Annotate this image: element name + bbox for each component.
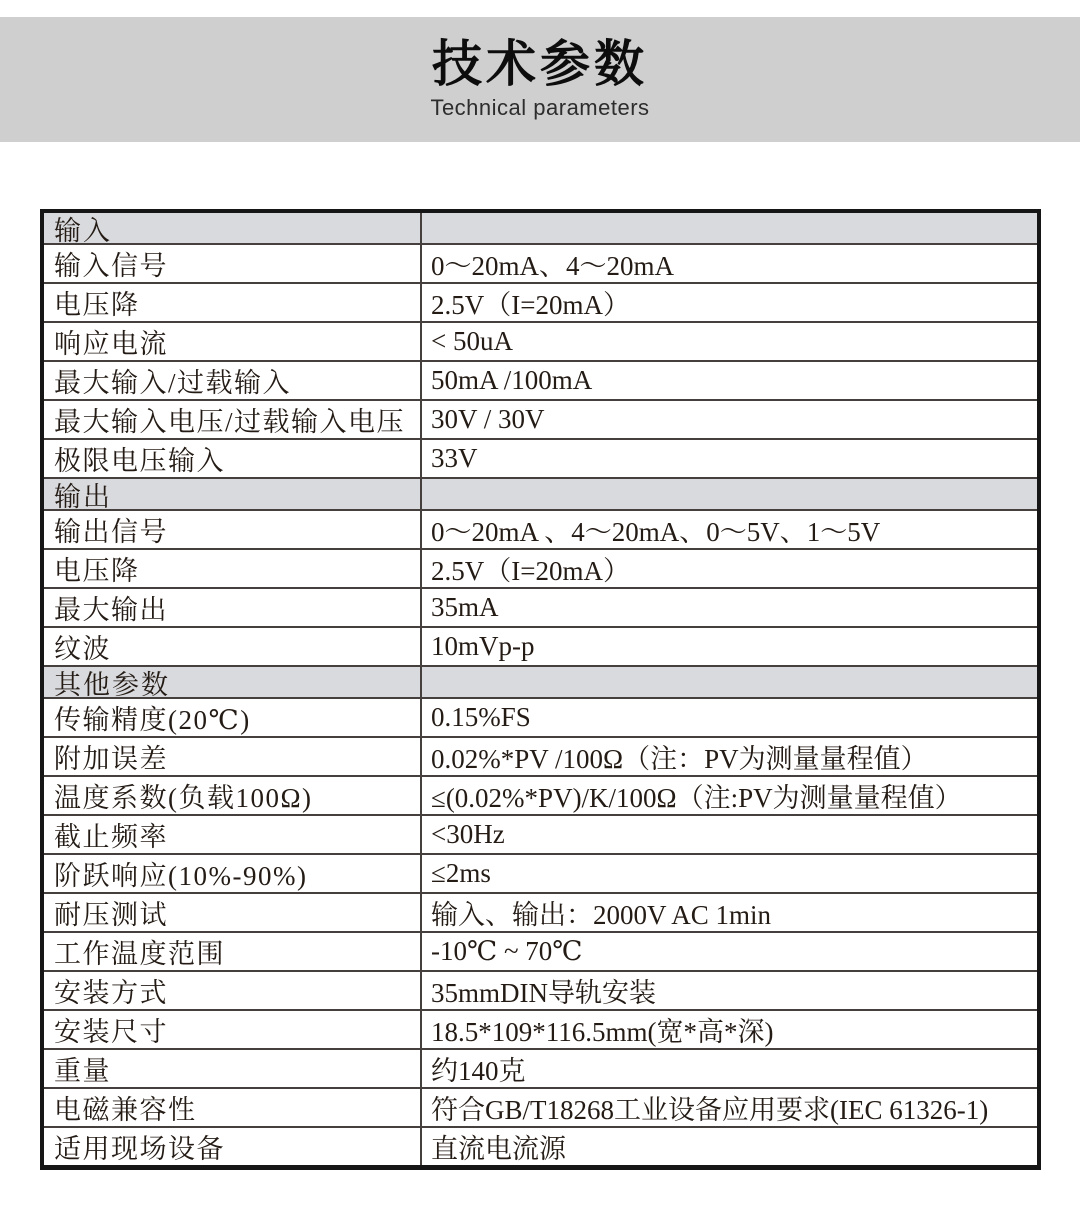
table-row (44, 284, 1037, 323)
param-name-cell (44, 894, 422, 931)
param-name: 输出 (54, 481, 112, 512)
param-name-cell (44, 777, 422, 814)
table-row (44, 667, 1037, 699)
param-name: 耐压测试 (54, 900, 168, 930)
param-name-cell (44, 1128, 422, 1165)
param-value-cell (422, 777, 1037, 814)
param-name: 最大输入电压/过载输入电压 (54, 407, 406, 437)
param-value-cell (422, 284, 1037, 321)
param-name: 截止频率 (54, 822, 168, 852)
param-value-cell (422, 589, 1037, 626)
param-name-cell (44, 589, 422, 626)
param-name-cell (44, 1050, 422, 1087)
page-subtitle: Technical parameters (430, 94, 650, 120)
param-name-cell (44, 440, 422, 477)
param-value: ≤(0.02%*PV)/K/100Ω（注:PV为测量量程值） (431, 783, 962, 813)
param-name: 传输精度(20℃) (54, 705, 251, 735)
param-name: 最大输入/过载输入 (54, 368, 292, 398)
param-name: 温度系数(负载100Ω) (54, 783, 313, 813)
table-row (44, 440, 1037, 479)
param-value-cell (422, 1089, 1037, 1126)
param-value-cell (422, 1011, 1037, 1048)
param-value-cell (422, 628, 1037, 665)
param-name-cell (44, 213, 422, 246)
param-name: 电磁兼容性 (54, 1095, 197, 1125)
param-name-cell (44, 362, 422, 399)
param-value-cell (422, 401, 1037, 438)
param-value: 符合GB/T18268工业设备应用要求(IEC 61326-1) (431, 1095, 989, 1125)
param-name: 适用现场设备 (54, 1134, 225, 1164)
param-value: 2.5V（I=20mA） (431, 556, 630, 586)
param-value-cell (422, 323, 1037, 360)
param-name: 纹波 (54, 634, 111, 664)
table-row (44, 589, 1037, 628)
param-value: 0.15%FS (431, 702, 531, 732)
param-value-cell (422, 667, 1037, 697)
spec-table (40, 209, 1041, 1170)
param-value-cell (422, 699, 1037, 736)
table-row (44, 855, 1037, 894)
param-name-cell (44, 816, 422, 853)
param-name: 重量 (54, 1056, 111, 1086)
param-name-cell (44, 1089, 422, 1126)
param-name: 响应电流 (54, 329, 168, 359)
table-row (44, 511, 1037, 550)
table-row (44, 1128, 1037, 1165)
param-value: 10mVp-p (431, 631, 535, 661)
param-value: <30Hz (431, 819, 505, 849)
param-name: 其他参数 (54, 669, 170, 700)
param-name: 安装方式 (54, 978, 168, 1008)
param-value: 18.5*109*116.5mm(宽*高*深) (431, 1017, 774, 1047)
param-value-cell (422, 1050, 1037, 1087)
param-name-cell (44, 284, 422, 321)
page-title: 技术参数 (432, 36, 648, 93)
param-value: 30V / 30V (431, 404, 545, 434)
param-name: 输入 (54, 215, 112, 246)
param-name-cell (44, 972, 422, 1009)
param-value: -10℃ ~ 70℃ (431, 936, 583, 966)
table-row (44, 245, 1037, 284)
param-name-cell (44, 738, 422, 775)
table-row (44, 1089, 1037, 1128)
param-name-cell (44, 479, 422, 512)
table-row (44, 1050, 1037, 1089)
param-name: 工作温度范围 (54, 939, 225, 969)
table-row (44, 777, 1037, 816)
param-value: 约140克 (431, 1056, 526, 1086)
param-value: 输入、输出：2000V AC 1min (431, 900, 772, 930)
param-name-cell (44, 550, 422, 587)
param-value-cell (422, 245, 1037, 282)
param-name: 安装尺寸 (54, 1017, 168, 1047)
header-band (0, 17, 1080, 142)
table-row (44, 479, 1037, 511)
param-value-cell (422, 362, 1037, 399)
param-value: 0～20mA、4～20mA (431, 251, 674, 281)
param-value-cell (422, 933, 1037, 970)
param-name-cell (44, 1011, 422, 1048)
param-value-cell (422, 550, 1037, 587)
param-name: 附加误差 (54, 744, 168, 774)
param-name-cell (44, 628, 422, 665)
param-value: 0.02%*PV /100Ω（注：PV为测量量程值） (431, 744, 928, 774)
table-row (44, 816, 1037, 855)
table-row (44, 401, 1037, 440)
table-row (44, 699, 1037, 738)
param-value-cell (422, 738, 1037, 775)
param-value-cell (422, 816, 1037, 853)
param-name-cell (44, 855, 422, 892)
param-value: ≤2ms (431, 858, 491, 888)
table-row (44, 323, 1037, 362)
param-value-cell (422, 213, 1037, 243)
param-value: 直流电流源 (431, 1134, 566, 1164)
param-value: 33V (431, 443, 478, 473)
param-value-cell (422, 511, 1037, 548)
param-value: 50mA /100mA (431, 365, 593, 395)
param-value-cell (422, 894, 1037, 931)
param-name: 输出信号 (54, 517, 168, 547)
param-value-cell (422, 855, 1037, 892)
param-value: 0～20mA 、4～20mA、0～5V、1～5V (431, 517, 881, 547)
table-row (44, 933, 1037, 972)
param-name-cell (44, 511, 422, 548)
param-value-cell (422, 1128, 1037, 1165)
param-value-cell (422, 972, 1037, 1009)
table-row (44, 738, 1037, 777)
param-value: 35mmDIN导轨安装 (431, 978, 656, 1008)
param-name: 阶跃响应(10%-90%) (54, 861, 308, 891)
param-name: 最大输出 (54, 595, 168, 625)
table-row (44, 972, 1037, 1011)
param-name: 电压降 (54, 290, 140, 320)
param-name: 极限电压输入 (54, 446, 225, 476)
param-value-cell (422, 440, 1037, 477)
table-row (44, 894, 1037, 933)
param-name-cell (44, 401, 422, 438)
param-value-cell (422, 479, 1037, 509)
param-name-cell (44, 323, 422, 360)
param-value: 35mA (431, 592, 499, 622)
table-row (44, 628, 1037, 667)
param-name-cell (44, 933, 422, 970)
table-row (44, 213, 1037, 245)
table-row (44, 550, 1037, 589)
param-name-cell (44, 699, 422, 736)
table-row (44, 1011, 1037, 1050)
param-name: 电压降 (54, 556, 140, 586)
table-row (44, 362, 1037, 401)
param-name: 输入信号 (54, 251, 168, 281)
param-name-cell (44, 667, 422, 700)
param-name-cell (44, 245, 422, 282)
param-value: 2.5V（I=20mA） (431, 290, 630, 320)
param-value: < 50uA (431, 326, 513, 356)
